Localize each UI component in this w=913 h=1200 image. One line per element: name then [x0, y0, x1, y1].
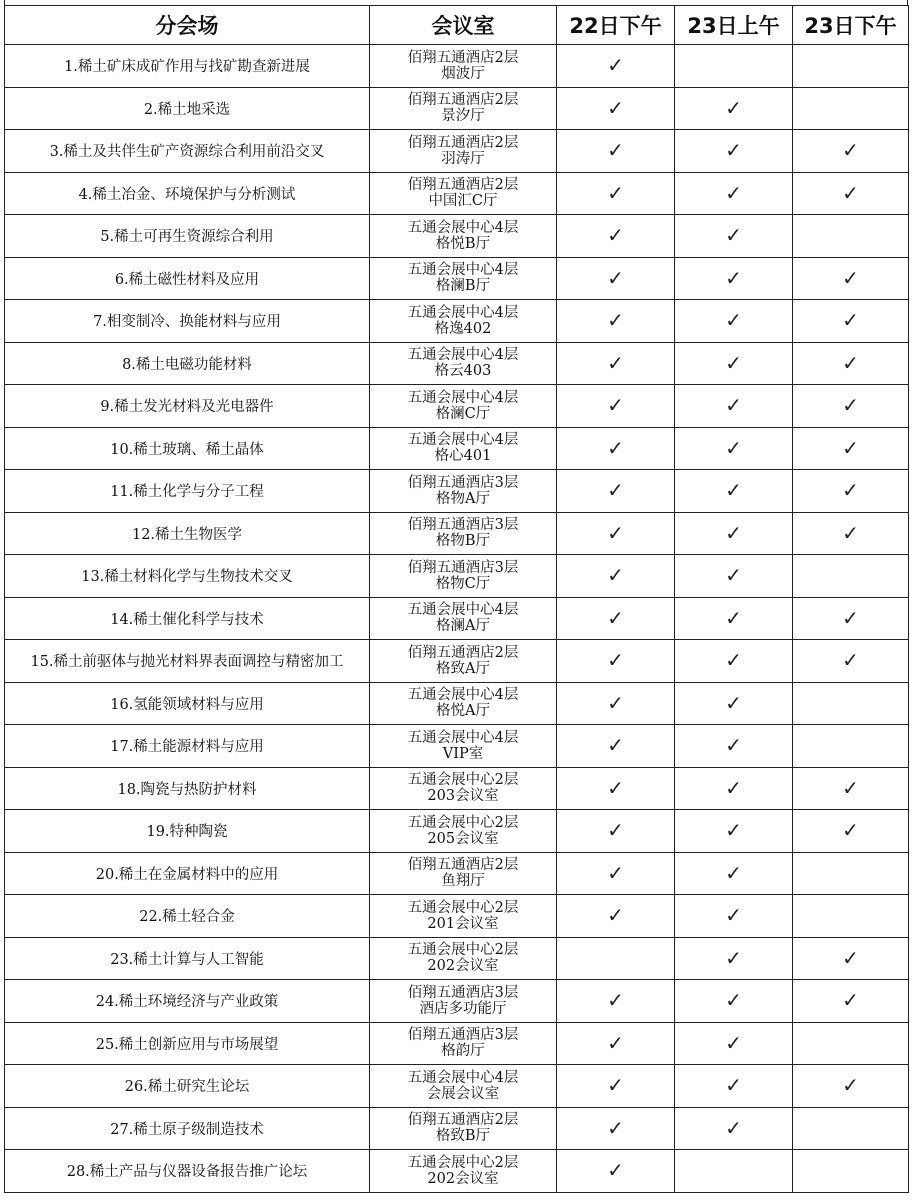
check-icon: ✓: [607, 860, 624, 885]
check-icon: ✓: [842, 350, 859, 375]
room-venue: 五通会展中心2层: [407, 772, 519, 789]
slot-22-afternoon: [557, 682, 675, 725]
session-name: 20.稀土在金属材料中的应用: [5, 852, 370, 895]
check-icon: ✓: [725, 860, 742, 885]
check-icon: ✓: [725, 1073, 742, 1098]
check-icon: ✓: [842, 393, 859, 418]
check-icon: ✓: [842, 775, 859, 800]
slot-23-afternoon: [793, 725, 909, 768]
room-hall: VIP室: [442, 745, 484, 762]
slot-23-morning: [675, 895, 793, 938]
slot-23-morning: [675, 937, 793, 980]
check-icon: ✓: [607, 520, 624, 545]
slot-23-morning: [675, 300, 793, 343]
check-icon: ✓: [725, 818, 742, 843]
slot-23-morning: [675, 470, 793, 513]
check-icon: ✓: [607, 775, 624, 800]
slot-22-afternoon: [557, 1107, 675, 1150]
check-icon: ✓: [725, 690, 742, 715]
table-row: [5, 257, 909, 300]
session-name: 15.稀土前驱体与抛光材料界表面调控与精密加工: [5, 640, 370, 683]
check-icon: ✓: [842, 180, 859, 205]
room-hall: 中国汇C厅: [428, 193, 498, 210]
slot-23-afternoon: [793, 1022, 909, 1065]
slot-22-afternoon: [557, 767, 675, 810]
check-icon: ✓: [725, 563, 742, 588]
slot-23-morning: [675, 682, 793, 725]
room-venue: 五通会展中心4层: [407, 432, 519, 449]
check-icon: ✓: [725, 138, 742, 163]
check-icon: ✓: [607, 1073, 624, 1098]
room-hall: 景汐厅: [441, 108, 485, 125]
room-cell: [370, 172, 557, 215]
slot-23-afternoon: [793, 1150, 909, 1193]
check-icon: ✓: [725, 988, 742, 1013]
table-row: [5, 555, 909, 598]
slot-23-afternoon: [793, 980, 909, 1023]
slot-22-afternoon: [557, 895, 675, 938]
room-cell: [370, 300, 557, 343]
table-row: [5, 767, 909, 810]
check-icon: ✓: [607, 903, 624, 928]
slot-22-afternoon: [557, 385, 675, 428]
room-venue: 佰翔五通酒店3层: [407, 1027, 519, 1044]
table-row: [5, 130, 909, 173]
slot-22-afternoon: [557, 215, 675, 258]
room-venue: 佰翔五通酒店3层: [407, 559, 519, 576]
check-icon: ✓: [725, 478, 742, 503]
table-row: [5, 810, 909, 853]
header-session: 分会场: [5, 6, 370, 45]
slot-22-afternoon: [557, 1065, 675, 1108]
check-icon: ✓: [607, 350, 624, 375]
room-venue: 五通会展中心4层: [407, 1069, 519, 1086]
slot-23-morning: [675, 1107, 793, 1150]
session-name: 25.稀土创新应用与市场展望: [5, 1022, 370, 1065]
session-name: 9.稀土发光材料及光电器件: [5, 385, 370, 428]
room-hall: 205会议室: [427, 830, 499, 847]
room-hall: 羽涛厅: [441, 150, 485, 167]
check-icon: ✓: [607, 605, 624, 630]
slot-22-afternoon: [557, 725, 675, 768]
check-icon: ✓: [725, 265, 742, 290]
slot-23-afternoon: [793, 385, 909, 428]
slot-23-afternoon: [793, 852, 909, 895]
slot-23-afternoon: [793, 130, 909, 173]
room-cell: [370, 342, 557, 385]
room-cell: [370, 597, 557, 640]
check-icon: ✓: [607, 223, 624, 248]
slot-23-morning: [675, 172, 793, 215]
slot-23-morning: [675, 427, 793, 470]
slot-23-morning: [675, 597, 793, 640]
room-venue: 佰翔五通酒店2层: [407, 857, 519, 874]
check-icon: ✓: [607, 478, 624, 503]
slot-23-morning: [675, 215, 793, 258]
table-row: [5, 725, 909, 768]
room-hall: 格心401: [434, 448, 492, 465]
session-name: 17.稀土能源材料与应用: [5, 725, 370, 768]
room-cell: [370, 257, 557, 300]
slot-23-morning: [675, 555, 793, 598]
room-cell: [370, 1022, 557, 1065]
table-row: [5, 1022, 909, 1065]
slot-23-afternoon: [793, 512, 909, 555]
room-cell: [370, 810, 557, 853]
room-cell: [370, 555, 557, 598]
check-icon: ✓: [607, 988, 624, 1013]
check-icon: ✓: [725, 648, 742, 673]
table-row: [5, 852, 909, 895]
table-row: [5, 512, 909, 555]
session-name: 19.特种陶瓷: [5, 810, 370, 853]
slot-22-afternoon: [557, 257, 675, 300]
header-23-morning: 23日上午: [675, 6, 793, 45]
check-icon: ✓: [725, 223, 742, 248]
room-cell: [370, 215, 557, 258]
room-cell: [370, 385, 557, 428]
check-icon: ✓: [842, 435, 859, 460]
slot-22-afternoon: [557, 172, 675, 215]
room-venue: 佰翔五通酒店2层: [407, 92, 519, 109]
header-23-afternoon: 23日下午: [793, 6, 909, 45]
room-cell: [370, 427, 557, 470]
room-venue: 五通会展中心4层: [407, 219, 519, 236]
room-cell: [370, 895, 557, 938]
slot-23-morning: [675, 1150, 793, 1193]
check-icon: ✓: [607, 1030, 624, 1055]
slot-22-afternoon: [557, 512, 675, 555]
slot-22-afternoon: [557, 937, 675, 980]
check-icon: ✓: [725, 733, 742, 758]
table-row: [5, 1065, 909, 1108]
room-cell: [370, 682, 557, 725]
session-name: 4.稀土冶金、环境保护与分析测试: [5, 172, 370, 215]
slot-23-morning: [675, 810, 793, 853]
table-row: [5, 470, 909, 513]
room-venue: 佰翔五通酒店3层: [407, 984, 519, 1001]
room-venue: 五通会展中心4层: [407, 262, 519, 279]
check-icon: ✓: [607, 180, 624, 205]
session-name: 1.稀土矿床成矿作用与找矿勘查新进展: [5, 45, 370, 88]
room-venue: 佰翔五通酒店3层: [407, 517, 519, 534]
room-hall: 格物C厅: [435, 575, 491, 592]
check-icon: ✓: [607, 818, 624, 843]
check-icon: ✓: [842, 520, 859, 545]
room-hall: 202会议室: [427, 958, 499, 975]
table-row: [5, 215, 909, 258]
check-icon: ✓: [842, 605, 859, 630]
room-hall: 格物B厅: [435, 533, 491, 550]
room-venue: 佰翔五通酒店2层: [407, 49, 519, 66]
room-hall: 烟波厅: [441, 65, 485, 82]
check-icon: ✓: [842, 308, 859, 333]
check-icon: ✓: [725, 180, 742, 205]
slot-22-afternoon: [557, 555, 675, 598]
room-venue: 五通会展中心4层: [407, 347, 519, 364]
table-row: [5, 300, 909, 343]
session-name: 22.稀土轻合金: [5, 895, 370, 938]
check-icon: ✓: [725, 1030, 742, 1055]
table-row: [5, 385, 909, 428]
slot-22-afternoon: [557, 427, 675, 470]
table-body: [5, 45, 909, 1193]
check-icon: ✓: [607, 95, 624, 120]
slot-22-afternoon: [557, 640, 675, 683]
session-name: 8.稀土电磁功能材料: [5, 342, 370, 385]
room-cell: [370, 1065, 557, 1108]
room-venue: 五通会展中心4层: [407, 687, 519, 704]
table-row: [5, 342, 909, 385]
table-row: [5, 640, 909, 683]
room-hall: 格悦B厅: [435, 235, 491, 252]
check-icon: ✓: [725, 435, 742, 460]
room-venue: 五通会展中心4层: [407, 729, 519, 746]
header-row: [5, 6, 909, 45]
slot-22-afternoon: [557, 45, 675, 88]
room-hall: 格致A厅: [436, 660, 490, 677]
slot-23-afternoon: [793, 640, 909, 683]
room-hall: 格云403: [434, 363, 492, 380]
session-name: 10.稀土玻璃、稀土晶体: [5, 427, 370, 470]
check-icon: ✓: [725, 393, 742, 418]
check-icon: ✓: [607, 648, 624, 673]
room-hall: 203会议室: [427, 788, 499, 805]
slot-23-afternoon: [793, 45, 909, 88]
room-cell: [370, 1150, 557, 1193]
check-icon: ✓: [725, 605, 742, 630]
check-icon: ✓: [607, 138, 624, 163]
check-icon: ✓: [725, 308, 742, 333]
room-venue: 五通会展中心4层: [407, 304, 519, 321]
slot-22-afternoon: [557, 300, 675, 343]
room-cell: [370, 1107, 557, 1150]
room-hall: 格悦A厅: [436, 703, 490, 720]
slot-23-morning: [675, 45, 793, 88]
slot-23-morning: [675, 342, 793, 385]
session-name: 24.稀土环境经济与产业政策: [5, 980, 370, 1023]
slot-22-afternoon: [557, 980, 675, 1023]
check-icon: ✓: [842, 478, 859, 503]
room-venue: 佰翔五通酒店2层: [407, 134, 519, 151]
check-icon: ✓: [607, 393, 624, 418]
schedule-table: [4, 5, 909, 1193]
room-cell: [370, 852, 557, 895]
session-name: 26.稀土研究生论坛: [5, 1065, 370, 1108]
check-icon: ✓: [607, 1158, 624, 1183]
check-icon: ✓: [725, 520, 742, 545]
room-cell: [370, 130, 557, 173]
room-hall: 酒店多功能厅: [419, 1000, 507, 1017]
table-row: [5, 172, 909, 215]
slot-22-afternoon: [557, 1022, 675, 1065]
slot-23-afternoon: [793, 300, 909, 343]
check-icon: ✓: [842, 648, 859, 673]
session-name: 2.稀土地采选: [5, 87, 370, 130]
room-venue: 五通会展中心2层: [407, 899, 519, 916]
slot-23-afternoon: [793, 682, 909, 725]
check-icon: ✓: [607, 563, 624, 588]
check-icon: ✓: [725, 945, 742, 970]
room-hall: 格逸402: [434, 320, 492, 337]
slot-23-morning: [675, 725, 793, 768]
check-icon: ✓: [842, 1073, 859, 1098]
room-venue: 佰翔五通酒店2层: [407, 177, 519, 194]
room-hall: 格韵厅: [441, 1043, 485, 1060]
slot-22-afternoon: [557, 342, 675, 385]
check-icon: ✓: [725, 775, 742, 800]
room-venue: 五通会展中心2层: [407, 942, 519, 959]
slot-23-afternoon: [793, 427, 909, 470]
session-name: 12.稀土生物医学: [5, 512, 370, 555]
slot-23-afternoon: [793, 257, 909, 300]
slot-23-morning: [675, 130, 793, 173]
room-hall: 鱼翔厅: [441, 873, 485, 890]
table-row: [5, 427, 909, 470]
slot-23-afternoon: [793, 810, 909, 853]
check-icon: ✓: [842, 138, 859, 163]
slot-23-morning: [675, 257, 793, 300]
header-room: 会议室: [370, 6, 557, 45]
slot-23-afternoon: [793, 1065, 909, 1108]
room-venue: 佰翔五通酒店2层: [407, 644, 519, 661]
room-hall: 格澜A厅: [436, 618, 490, 635]
session-name: 7.相变制冷、换能材料与应用: [5, 300, 370, 343]
session-name: 14.稀土催化科学与技术: [5, 597, 370, 640]
table-row: [5, 980, 909, 1023]
header-22-afternoon: 22日下午: [557, 6, 675, 45]
check-icon: ✓: [725, 350, 742, 375]
table-row: [5, 682, 909, 725]
table-row: [5, 1107, 909, 1150]
room-venue: 五通会展中心4层: [407, 602, 519, 619]
session-name: 3.稀土及共伴生矿产资源综合利用前沿交叉: [5, 130, 370, 173]
slot-23-afternoon: [793, 87, 909, 130]
slot-23-morning: [675, 512, 793, 555]
room-venue: 佰翔五通酒店3层: [407, 474, 519, 491]
room-venue: 五通会展中心2层: [407, 1154, 519, 1171]
check-icon: ✓: [842, 818, 859, 843]
session-name: 27.稀土原子级制造技术: [5, 1107, 370, 1150]
slot-23-morning: [675, 87, 793, 130]
table-row: [5, 1150, 909, 1193]
table-row: [5, 895, 909, 938]
session-name: 18.陶瓷与热防护材料: [5, 767, 370, 810]
session-name: 16.氢能领域材料与应用: [5, 682, 370, 725]
check-icon: ✓: [725, 95, 742, 120]
slot-23-morning: [675, 767, 793, 810]
slot-22-afternoon: [557, 470, 675, 513]
session-name: 11.稀土化学与分子工程: [5, 470, 370, 513]
room-cell: [370, 87, 557, 130]
room-hall: 格致B厅: [435, 1128, 491, 1145]
slot-23-morning: [675, 1065, 793, 1108]
slot-23-afternoon: [793, 597, 909, 640]
check-icon: ✓: [607, 435, 624, 460]
room-cell: [370, 45, 557, 88]
slot-23-afternoon: [793, 1107, 909, 1150]
check-icon: ✓: [607, 53, 624, 78]
slot-22-afternoon: [557, 810, 675, 853]
check-icon: ✓: [607, 308, 624, 333]
table-row: [5, 87, 909, 130]
slot-23-afternoon: [793, 767, 909, 810]
slot-23-morning: [675, 1022, 793, 1065]
slot-22-afternoon: [557, 852, 675, 895]
table-row: [5, 937, 909, 980]
slot-23-morning: [675, 852, 793, 895]
room-venue: 五通会展中心4层: [407, 389, 519, 406]
check-icon: ✓: [607, 265, 624, 290]
check-icon: ✓: [725, 1115, 742, 1140]
room-hall: 格澜B厅: [435, 278, 491, 295]
slot-23-afternoon: [793, 215, 909, 258]
slot-23-afternoon: [793, 342, 909, 385]
room-hall: 202会议室: [427, 1170, 499, 1187]
slot-22-afternoon: [557, 597, 675, 640]
room-venue: 佰翔五通酒店2层: [407, 1112, 519, 1129]
session-name: 5.稀土可再生资源综合利用: [5, 215, 370, 258]
slot-23-afternoon: [793, 555, 909, 598]
table-row: [5, 45, 909, 88]
check-icon: ✓: [842, 988, 859, 1013]
room-cell: [370, 725, 557, 768]
slot-23-afternoon: [793, 937, 909, 980]
slot-23-afternoon: [793, 470, 909, 513]
room-cell: [370, 937, 557, 980]
slot-22-afternoon: [557, 1150, 675, 1193]
check-icon: ✓: [607, 690, 624, 715]
slot-23-morning: [675, 385, 793, 428]
slot-23-morning: [675, 640, 793, 683]
check-icon: ✓: [842, 945, 859, 970]
room-hall: 格物A厅: [436, 490, 490, 507]
session-name: 6.稀土磁性材料及应用: [5, 257, 370, 300]
room-cell: [370, 640, 557, 683]
room-cell: [370, 767, 557, 810]
session-name: 23.稀土计算与人工智能: [5, 937, 370, 980]
room-hall: 格澜C厅: [435, 405, 491, 422]
room-cell: [370, 512, 557, 555]
room-cell: [370, 470, 557, 513]
room-hall: 会展会议室: [426, 1085, 500, 1102]
session-name: 28.稀土产品与仪器设备报告推广论坛: [5, 1150, 370, 1193]
slot-22-afternoon: [557, 130, 675, 173]
check-icon: ✓: [607, 1115, 624, 1140]
slot-22-afternoon: [557, 87, 675, 130]
check-icon: ✓: [607, 733, 624, 758]
slot-23-afternoon: [793, 172, 909, 215]
slot-23-morning: [675, 980, 793, 1023]
check-icon: ✓: [842, 265, 859, 290]
session-name: 13.稀土材料化学与生物技术交叉: [5, 555, 370, 598]
check-icon: ✓: [725, 903, 742, 928]
room-cell: [370, 980, 557, 1023]
room-venue: 五通会展中心2层: [407, 814, 519, 831]
room-hall: 201会议室: [427, 915, 499, 932]
table-row: [5, 597, 909, 640]
slot-23-afternoon: [793, 895, 909, 938]
